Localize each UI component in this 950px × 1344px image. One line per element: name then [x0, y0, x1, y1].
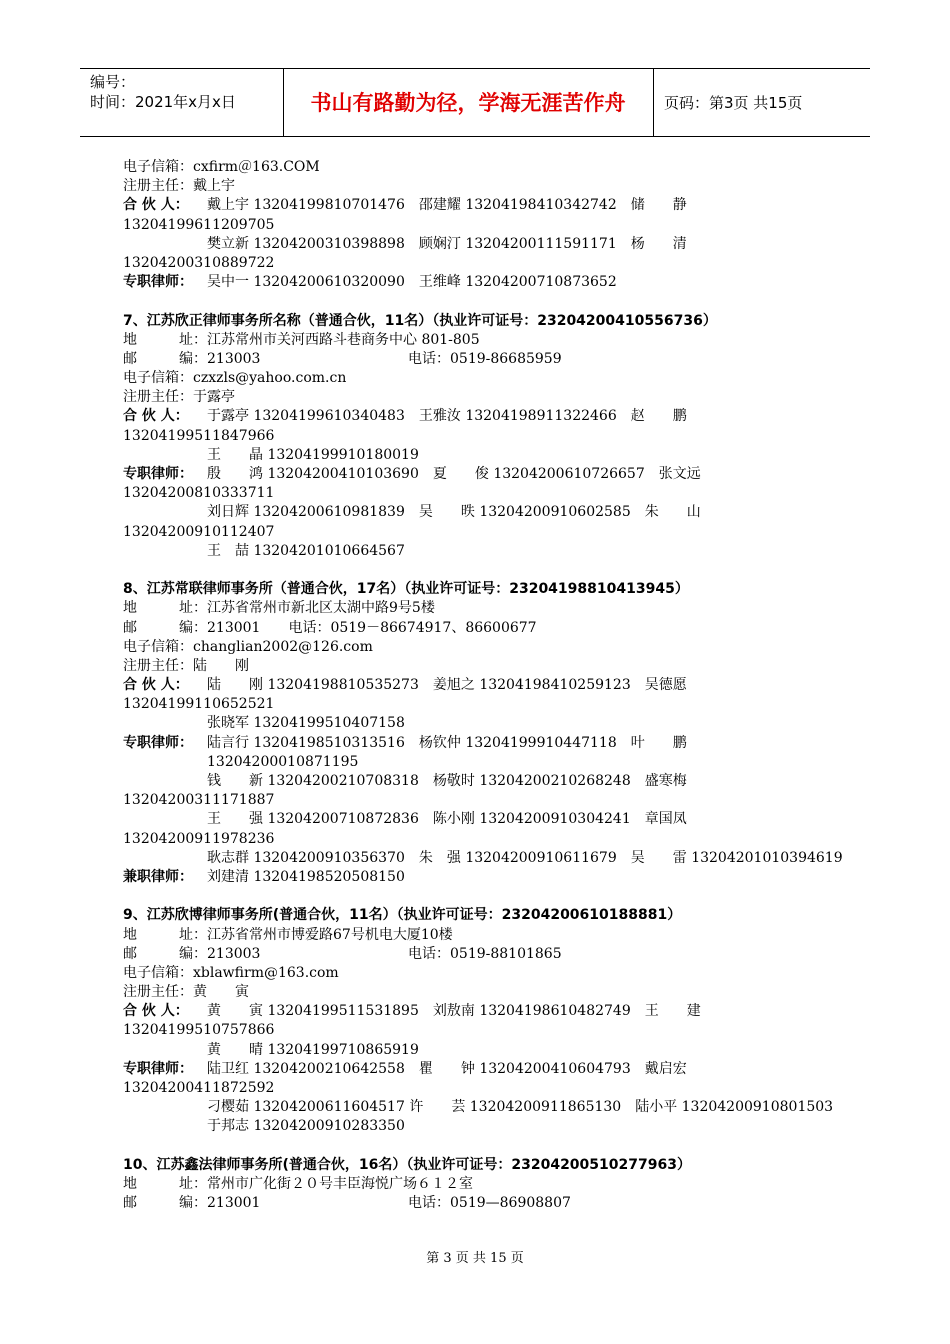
phone-value: 电话：0519-88101865 [408, 945, 562, 962]
text-line: 13204199110652521 [123, 696, 275, 713]
lawyers-label: 专职律师： [123, 466, 193, 482]
text-line [123, 926, 843, 945]
address-value: 常州市广化街２０号丰臣海悦广场６１２室 [207, 1175, 473, 1192]
lawyers-label: 专职律师： [123, 1060, 193, 1077]
text-line: 13204200911978236 [123, 830, 275, 847]
text-line: 樊立新 13204200310398898 顾娴汀 13204200111591171 杨 清 [207, 235, 687, 252]
text-line: 电子信箱：changlian2002@126.com [123, 638, 373, 655]
text-line [123, 619, 843, 638]
time-label: 时间：2021年x月x日 [90, 93, 236, 111]
postcode-label: 邮 编： [123, 1195, 207, 1212]
page-footer: 第 3 页 共 15 页 [426, 1251, 524, 1266]
text-line: 注册主任：黄 寅 [123, 984, 249, 1001]
partner-list: 黄 寅 13204199511531895 刘敖南 13204198610482749 王 建 [207, 1003, 701, 1020]
partner-list: 于露亭 13204199610340483 王雅汝 13204198911322466 赵 鹏 [207, 408, 687, 425]
text-line [123, 331, 843, 350]
address-value: 江苏省常州市博爱路67号机电大厦10楼 [207, 926, 453, 943]
firm-title: 10、江苏鑫法律师事务所(普通合伙，16名）（执业许可证号：23204200510277963） [123, 1156, 691, 1173]
lawyer-list: 刘建清 13204198520508150 [207, 868, 405, 885]
text-line [123, 868, 843, 887]
text-line: 13204199611209705 [123, 216, 275, 233]
text-line: 13204200411872592 [123, 1080, 275, 1096]
text-line [123, 407, 843, 426]
number-label: 编号： [90, 73, 136, 91]
text-line [123, 734, 843, 753]
text-line: 刘日辉 13204200610981839 吴 昳 13204200910602585 朱 山 [207, 504, 701, 521]
lawyer-list: 吴中一 13204200610320090 王维峰 13204200710873652 [207, 274, 617, 291]
postcode-value: 213003 [207, 350, 261, 367]
postcode-value: 213003 [207, 945, 261, 962]
text-line [123, 676, 843, 695]
partner-list: 戴上宇 13204199810701476 邵建耀 13204198410342742 储 静 [207, 197, 687, 214]
address-label: 地 址： [123, 1175, 207, 1192]
text-line: 电子信箱：xblawfirm@163.com [123, 964, 339, 981]
text-line: 13204200910112407 [123, 523, 275, 540]
header-page-number: 页码：第3页 共15页 [664, 94, 803, 112]
text-line: 注册主任：陆 刚 [123, 657, 249, 674]
text-line: 电子信箱：czxzls@yahoo.com.cn [123, 370, 347, 387]
lawyer-list: 陆卫红 13204200210642558 瞿 钟 13204200410604793 戴启宏 [207, 1060, 687, 1077]
text-line: 13204200310889722 [123, 254, 275, 271]
partners-label: 合 伙 人： [123, 197, 189, 214]
page-header [80, 68, 870, 137]
lawyer-list: 陆言行 13204198510313516 杨钦仲 13204199910447118 叶 鹏 [207, 734, 687, 751]
text-line: 13204200810333711 [123, 485, 275, 502]
text-line: 注册主任：戴上宇 [123, 178, 235, 195]
partners-label: 合 伙 人： [123, 408, 189, 425]
header-divider [653, 69, 654, 136]
lawyer-list: 殷 鸿 13204200410103690 夏 俊 13204200610726657 张文远 [207, 466, 701, 482]
phone-value: 电话：0519-86685959 [408, 350, 562, 367]
partner-list: 陆 刚 13204198810535273 姜旭之 13204198410259123 吴德愿 [207, 677, 687, 694]
text-line: 王 强 13204200710872836 陈小刚 13204200910304241 章国凤 [207, 811, 687, 828]
address-label: 地 址： [123, 926, 207, 943]
part-time-lawyers-label: 兼职律师： [123, 868, 193, 885]
address-value: 江苏省常州市新北区太湖中路9号5楼 [207, 600, 435, 617]
postcode-label: 邮 编： [123, 619, 207, 636]
text-line [123, 1194, 843, 1213]
text-line: 13204199510757866 [123, 1022, 275, 1039]
text-line [123, 350, 843, 369]
text-line: 注册主任：于露亭 [123, 389, 235, 406]
text-line [123, 1002, 843, 1021]
text-line [123, 945, 843, 964]
text-line: 张晓军 13204199510407158 [207, 715, 405, 732]
text-line: 钱 新 13204200210708318 杨敬时 13204200210268248 盛寒梅 [207, 773, 687, 789]
text-line [123, 465, 843, 484]
text-line: 刁樱茹 13204200611604517 许 芸 13204200911865130 陆小平 13204200910801503 [207, 1099, 834, 1116]
firm-title: 7、江苏欣正律师事务所名称（普通合伙，11名）（执业许可证号：23204200410556736） [123, 312, 717, 329]
partners-label: 合 伙 人： [123, 677, 189, 694]
text-line [123, 599, 843, 618]
postcode-value: 213001 [207, 1195, 261, 1212]
text-line [123, 1060, 843, 1079]
text-line: 王 喆 13204201010664567 [207, 542, 405, 559]
firm-title: 9、江苏欣博律师事务所(普通合伙，11名）（执业许可证号：23204200610188881） [123, 907, 682, 924]
text-line: 13204200311171887 [123, 792, 275, 809]
law-firm-directory [123, 158, 843, 1213]
postcode-label: 邮 编： [123, 350, 207, 367]
text-line: 13204199511847966 [123, 427, 275, 444]
text-line [123, 196, 843, 215]
text-line: 耿志群 13204200910356370 朱 强 13204200910611679 吴 雷 13204201010394619 [207, 849, 843, 866]
lawyers-label: 专职律师： [123, 274, 193, 291]
address-value: 江苏常州市关河西路斗巷商务中心 801-805 [207, 331, 480, 348]
header-motto: 书山有路勤为径，学海无涯苦作舟 [310, 91, 626, 115]
text-line [123, 1175, 843, 1194]
address-label: 地 址： [123, 331, 207, 348]
firm-title: 8、江苏常联律师事务所（普通合伙，17名）（执业许可证号：23204198810413945） [123, 581, 689, 598]
header-meta [90, 72, 236, 112]
phone-value: 电话：0519—86908807 [408, 1195, 571, 1212]
partners-label: 合 伙 人： [123, 1003, 189, 1020]
address-label: 地 址： [123, 600, 207, 617]
text-line: 黄 晴 13204199710865919 [207, 1041, 419, 1058]
postcode-label: 邮 编： [123, 945, 207, 962]
text-line: 于邦志 13204200910283350 [207, 1118, 405, 1135]
lawyers-label: 专职律师： [123, 734, 193, 751]
text-line: 王 晶 13204199910180019 [207, 446, 419, 463]
text-line [123, 273, 843, 292]
text-line: 13204200010871195 [207, 753, 359, 770]
text-line: 电子信箱：cxfirm＠163.COM [123, 159, 320, 175]
postcode-phone-value: 213001 电话：0519－86674917、86600677 [207, 619, 537, 636]
